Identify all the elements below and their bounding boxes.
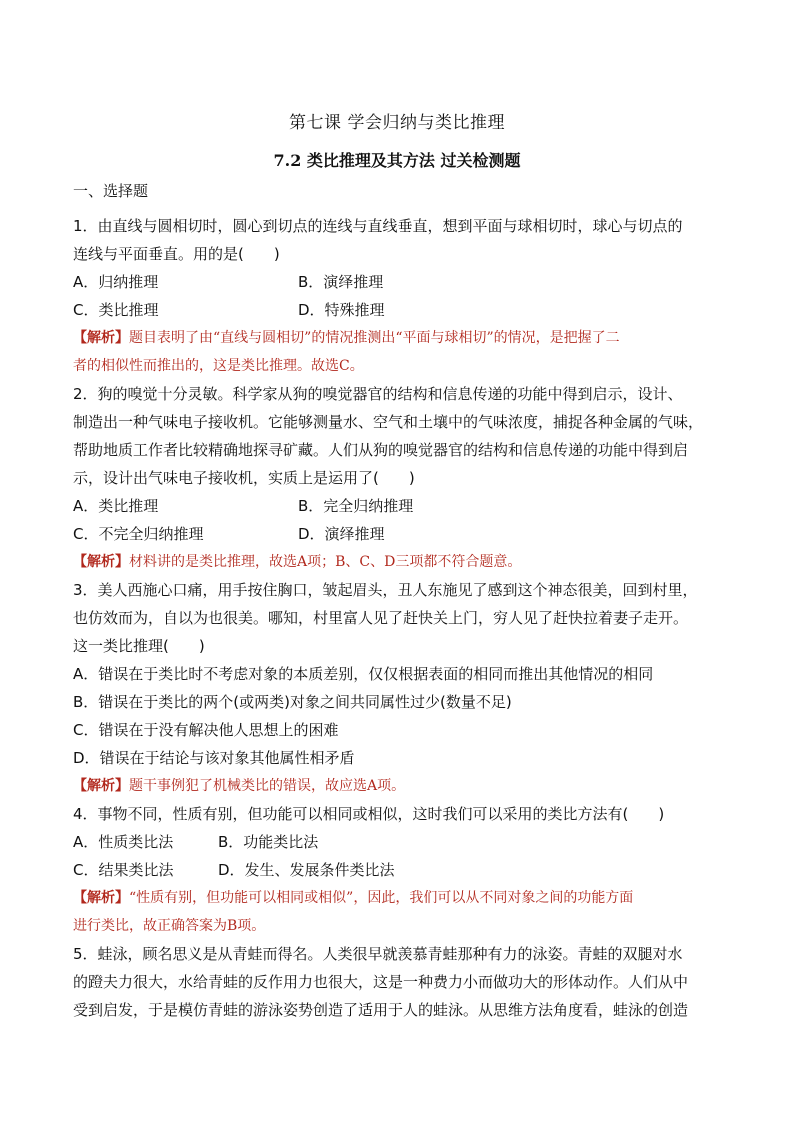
answer-text: 材料讲的是类比推理，故选A项；B、C、D三项都不符合题意。: [129, 554, 522, 570]
option-c[interactable]: C．结果类比法: [73, 861, 174, 879]
answer-text: 题干事例犯了机械类比的错误，故应选A项。: [129, 778, 406, 794]
question-text-line: 的蹬夫力很大，水给青蛙的反作用力也很大，这是一种费力小而做功大的形体动作。人们从中: [73, 973, 689, 991]
answer-tag: 【解析】: [73, 778, 129, 794]
option-row: [73, 296, 727, 324]
answer-explanation: [73, 772, 727, 800]
option-a[interactable]: A．错误在于类比时不考虑对象的本质差别，仅仅根据表面的相同而推出其他情况的相同: [73, 665, 654, 683]
question-4: [73, 800, 727, 940]
question-5: [73, 940, 727, 1024]
option-row: [73, 520, 727, 548]
answer-explanation-cont: 进行类比，故正确答案为B项。: [73, 918, 266, 934]
option-d[interactable]: D．发生、发展条件类比法: [218, 861, 395, 879]
section-heading: 一、选择题: [73, 182, 149, 200]
option-row: [73, 856, 727, 884]
option-c[interactable]: C．错误在于没有解决他人思想上的困难: [73, 721, 339, 739]
option-c[interactable]: C．不完全归纳推理: [73, 525, 204, 543]
question-text-line: 4．事物不同，性质有别，但功能可以相同或相似，这时我们可以采用的类比方法有( ): [73, 805, 665, 823]
question-text-line: 5．蛙泳，顾名思义是从青蛙而得名。人类很早就羡慕青蛙那种有力的泳姿。青蛙的双腿对水: [73, 945, 683, 963]
option-b[interactable]: B．功能类比法: [218, 833, 319, 851]
option-b[interactable]: B．错误在于类比的两个(或两类)对象之间共同属性过少(数量不足): [73, 693, 512, 711]
answer-tag: 【解析】: [73, 554, 129, 570]
option-d[interactable]: D．特殊推理: [298, 301, 385, 319]
answer-text: “性质有别，但功能可以相同或相似”，因此，我们可以从不同对象之间的功能方面: [129, 890, 634, 906]
question-text-line: 3．美人西施心口痛，用手按住胸口，皱起眉头，丑人东施见了感到这个神态很美，回到村里，: [73, 581, 698, 599]
answer-explanation: [73, 548, 727, 576]
answer-tag: 【解析】: [73, 330, 129, 346]
option-a[interactable]: A．类比推理: [73, 497, 159, 515]
question-text-line: 帮助地质工作者比较精确地探寻矿藏。人们从狗的嗅觉器官的结构和信息传递的功能中得到启: [73, 441, 689, 459]
question-text-line: 2．狗的嗅觉十分灵敏。科学家从狗的嗅觉器官的结构和信息传递的功能中得到启示，设计、: [73, 385, 683, 403]
question-text-line: 连线与平面垂直。用的是( ): [73, 245, 280, 263]
option-b[interactable]: B．演绎推理: [298, 273, 384, 291]
question-text-line: 制造出一种气味电子接收机。它能够测量水、空气和土壤中的气味浓度，捕捉各种金属的气味，: [73, 413, 704, 431]
option-d[interactable]: D．错误在于结论与该对象其他属性相矛盾: [73, 749, 355, 767]
option-a[interactable]: A．归纳推理: [73, 273, 159, 291]
option-row: [73, 268, 727, 296]
question-text-line: 受到启发，于是模仿青蛙的游泳姿势创造了适用于人的蛙泳。从思维方法角度看，蛙泳的创造: [73, 1001, 689, 1019]
page-title: 第七课 学会归纳与类比推理: [289, 113, 505, 133]
question-1: [73, 212, 727, 380]
question-text-line: 这一类比推理( ): [73, 637, 205, 655]
question-list: [73, 212, 727, 1024]
question-text-line: 示，设计出气味电子接收机，实质上是运用了( ): [73, 469, 415, 487]
answer-explanation: [73, 324, 727, 352]
option-b[interactable]: B．完全归纳推理: [298, 497, 414, 515]
answer-text: 题目表明了由“直线与圆相切”的情况推测出“平面与球相切”的情况，是把握了二: [129, 330, 620, 346]
answer-tag: 【解析】: [73, 890, 129, 906]
answer-explanation-cont: 者的相似性而推出的，这是类比推理。故选C。: [73, 358, 364, 374]
option-row: [73, 828, 727, 856]
question-text-line: 1．由直线与圆相切时，圆心到切点的连线与直线垂直，想到平面与球相切时，球心与切点的: [73, 217, 683, 235]
question-text-line: 也仿效而为，自以为也很美。哪知，村里富人见了赶快关上门，穷人见了赶快拉着妻子走开。: [73, 609, 689, 627]
page-subtitle: 7.2 类比推理及其方法 过关检测题: [273, 151, 521, 170]
option-row: [73, 492, 727, 520]
answer-explanation: [73, 884, 727, 912]
question-3: [73, 576, 727, 800]
option-d[interactable]: D．演绎推理: [298, 525, 385, 543]
option-a[interactable]: A．性质类比法: [73, 833, 174, 851]
option-c[interactable]: C．类比推理: [73, 301, 159, 319]
question-2: [73, 380, 727, 576]
